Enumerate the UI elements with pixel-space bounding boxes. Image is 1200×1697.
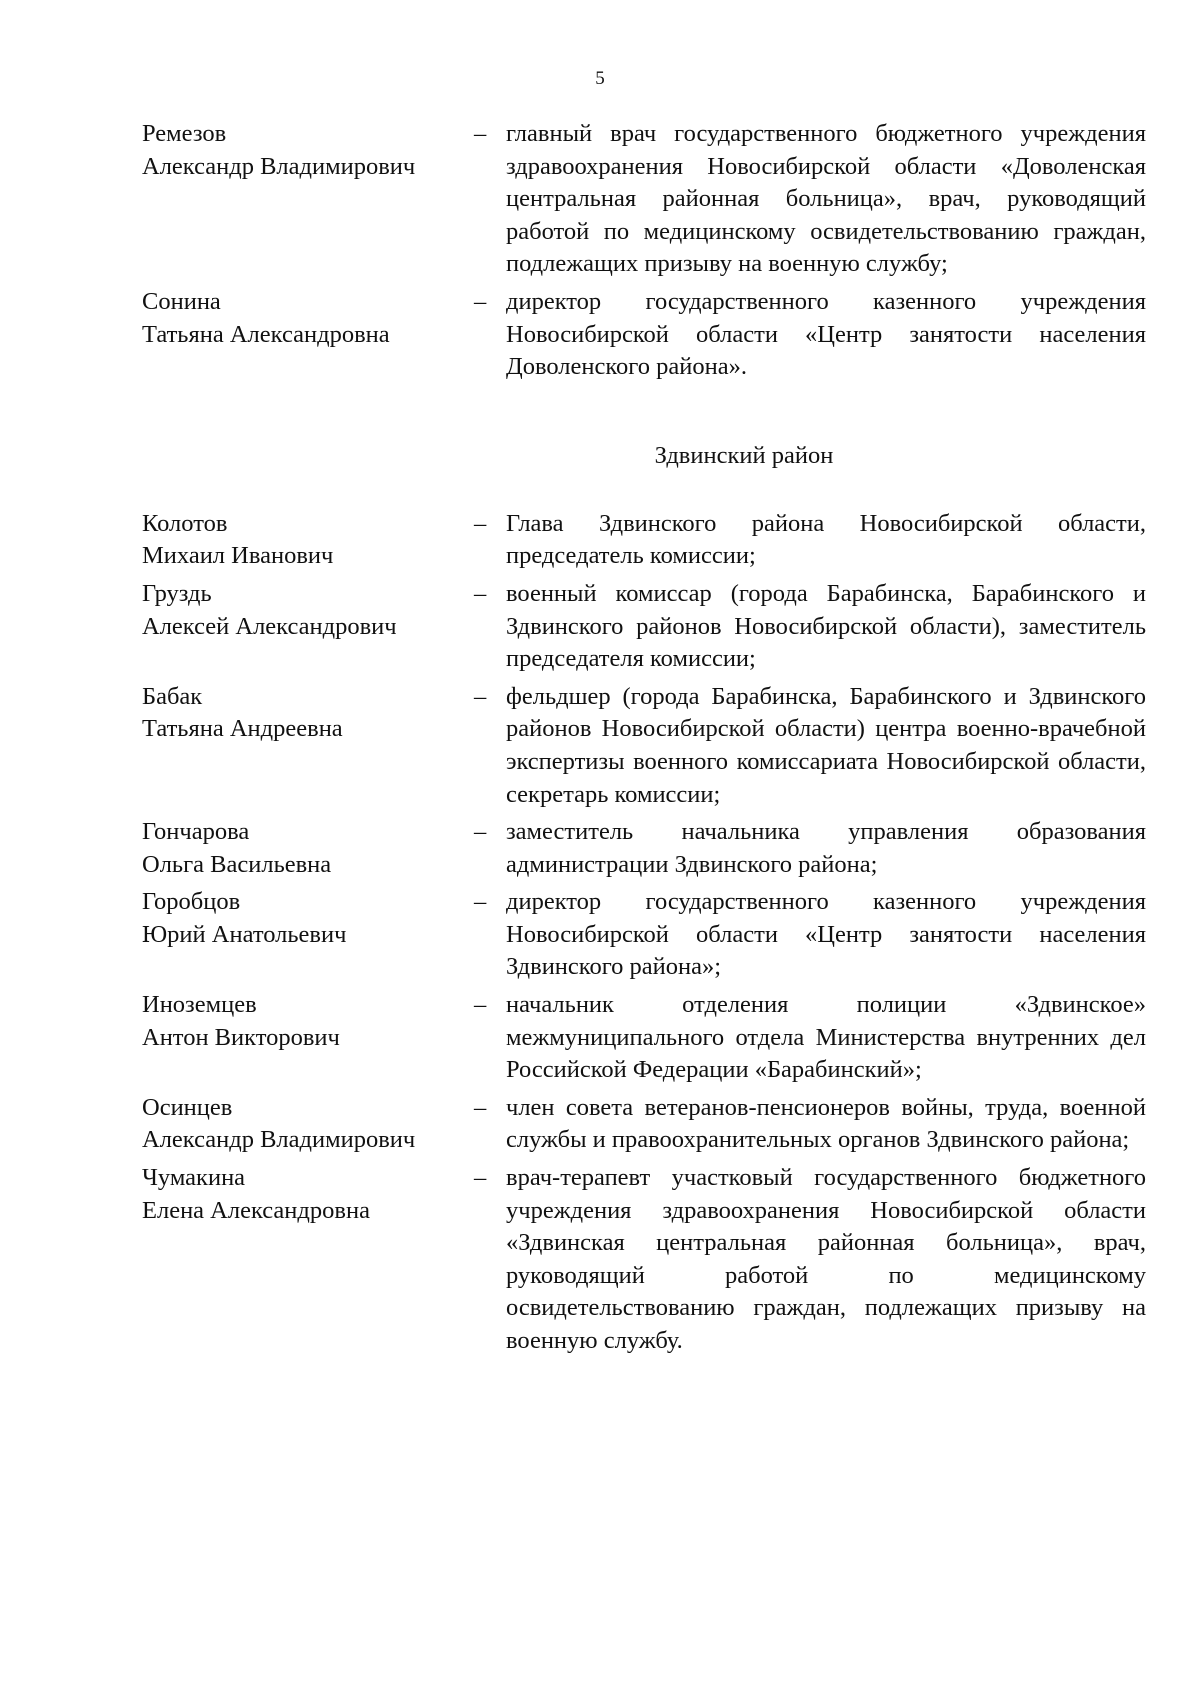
member-position: директор государственного казенного учреждения Новосибирской области «Центр занятости населения Здвинского района»; [506, 888, 1146, 981]
member-given-name: Татьяна Александровна [142, 320, 390, 348]
member-position: Глава Здвинского района Новосибирской области, председатель комиссии; [506, 509, 1146, 570]
member-surname: Ремезов [142, 120, 227, 147]
member-dash: – [474, 120, 487, 147]
member-name [142, 508, 472, 573]
member-position: главный врач государственного бюджетного учреждения здравоохранения Новосибирской области «Доволенская центральная районная больница», врач, руководящий работой по медицинскому освидетельствованию граждан, подлежащих призыву на военную службу; [506, 120, 1146, 278]
member-entry [142, 286, 1146, 384]
member-surname: Сонина [142, 287, 221, 315]
member-surname: Горобцов [142, 888, 241, 916]
member-dash: – [474, 991, 487, 1019]
member-position: врач-терапевт участковый государственного бюджетного учреждения здравоохранения Новосибирской области «Здвинская центральная районная больница», врач, руководящий работой по медицинскому освидетельствованию граждан, подлежащих призыву на военную службу. [506, 1164, 1146, 1354]
members-group-zdvinsky [142, 508, 1146, 1358]
member-position: фельдшер (города Барабинска, Барабинского и Здвинского районов Новосибирской области) центра военно-врачебной экспертизы военного комиссариата Новосибирской области, секретарь комиссии; [506, 682, 1146, 808]
member-dash: – [474, 1164, 487, 1192]
member-surname: Гончарова [142, 818, 250, 846]
member-dash: – [474, 888, 487, 916]
members-group-dovolensky [142, 118, 1146, 384]
member-name [142, 118, 472, 183]
member-surname: Осинцев [142, 1093, 233, 1121]
member-given-name: Антон Викторович [142, 1023, 340, 1051]
member-entry [142, 1092, 1146, 1157]
member-entry [142, 118, 1146, 281]
member-surname: Чумакина [142, 1164, 246, 1192]
member-entry [142, 886, 1146, 984]
member-surname: Груздь [142, 579, 212, 607]
member-name [142, 816, 472, 881]
member-name [142, 1092, 472, 1157]
member-dash: – [474, 579, 487, 607]
member-dash: – [474, 509, 487, 537]
member-given-name: Юрий Анатольевич [142, 920, 347, 948]
member-position: начальник отделения полиции «Здвинское» межмуниципального отдела Министерства внутренних дел Российской Федерации «Барабинский»; [506, 991, 1146, 1084]
member-dash: – [474, 1093, 487, 1121]
member-entry [142, 1162, 1146, 1358]
member-name [142, 989, 472, 1054]
commission-members-list [142, 118, 1146, 1363]
member-name [142, 578, 472, 643]
member-name [142, 886, 472, 951]
member-position: военный комиссар (города Барабинска, Барабинского и Здвинского районов Новосибирской области), заместитель председателя комиссии; [506, 579, 1146, 673]
member-given-name: Михаил Иванович [142, 542, 334, 570]
member-dash: – [474, 287, 487, 315]
member-given-name: Елена Александровна [142, 1196, 370, 1224]
member-entry [142, 578, 1146, 676]
member-given-name: Ольга Васильевна [142, 850, 332, 878]
member-name [142, 1162, 472, 1227]
member-entry [142, 681, 1146, 811]
member-given-name: Александр Владимирович [142, 152, 416, 180]
member-surname: Иноземцев [142, 991, 257, 1019]
member-dash: – [474, 818, 487, 846]
member-surname: Бабак [142, 682, 203, 710]
member-entry [142, 989, 1146, 1087]
page-number: 5 [595, 68, 605, 89]
member-name [142, 286, 472, 351]
member-entry [142, 508, 1146, 573]
member-position: член совета ветеранов-пенсионеров войны, труда, военной службы и правоохранительных органов Здвинского района; [506, 1093, 1146, 1154]
section-title: Здвинский район [654, 441, 834, 469]
member-entry [142, 816, 1146, 881]
member-name [142, 681, 472, 746]
member-dash: – [474, 682, 487, 710]
member-given-name: Алексей Александрович [142, 612, 397, 640]
member-surname: Колотов [142, 509, 228, 537]
member-position: заместитель начальника управления образования администрации Здвинского района; [506, 818, 1146, 878]
member-given-name: Александр Владимирович [142, 1126, 416, 1154]
member-given-name: Татьяна Андреевна [142, 715, 343, 743]
member-position: директор государственного казенного учреждения Новосибирской области «Центр занятости населения Доволенского района». [506, 287, 1146, 381]
